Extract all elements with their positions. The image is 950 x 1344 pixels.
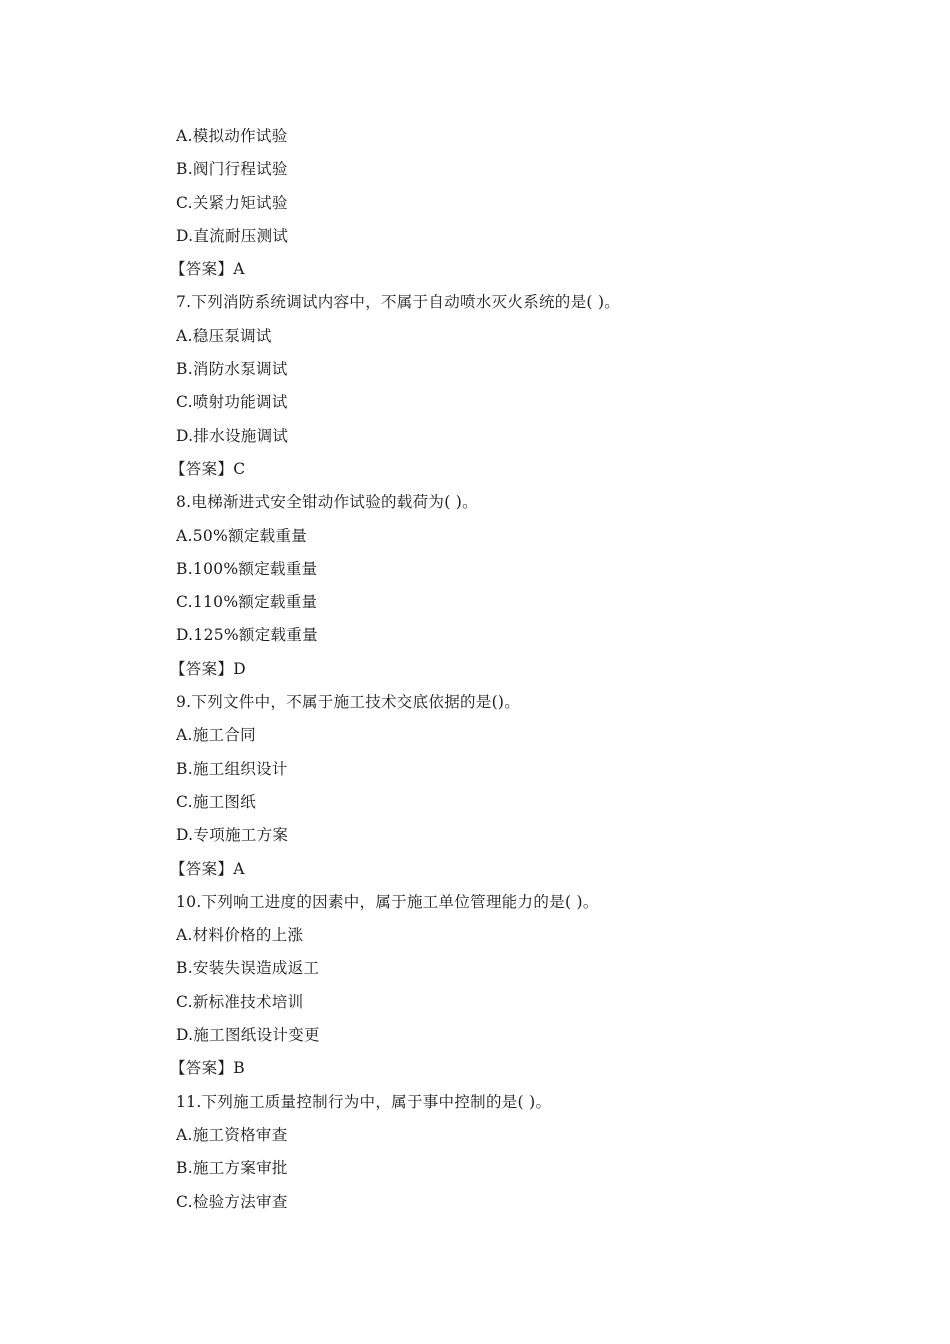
answer-line: 【答案】A bbox=[170, 260, 245, 279]
document-body bbox=[170, 125, 856, 1224]
option-line: A.施工合同 bbox=[176, 726, 256, 745]
option-line: D.125%额定载重量 bbox=[176, 626, 318, 645]
answer-line: 【答案】D bbox=[170, 659, 246, 678]
option-line: C.喷射功能调试 bbox=[176, 393, 288, 412]
option-line: B.100%额定载重量 bbox=[176, 559, 318, 578]
option-line: D.专项施工方案 bbox=[176, 826, 289, 845]
question-line: 10.下列响工进度的因素中，属于施工单位管理能力的是( )。 bbox=[176, 892, 599, 911]
option-line: D.施工图纸设计变更 bbox=[176, 1026, 320, 1045]
question-line: 11.下列施工质量控制行为中，属于事中控制的是( )。 bbox=[176, 1092, 552, 1111]
answer-line: 【答案】A bbox=[170, 859, 245, 878]
option-line: C.检验方法审查 bbox=[176, 1192, 288, 1211]
answer-line: 【答案】C bbox=[170, 459, 246, 478]
option-line: D.直流耐压测试 bbox=[176, 226, 289, 245]
option-line: A.模拟动作试验 bbox=[176, 127, 288, 145]
option-line: B.消防水泵调试 bbox=[176, 360, 288, 379]
option-line: A.稳压泵调试 bbox=[176, 326, 272, 345]
option-line: C.施工图纸 bbox=[176, 792, 257, 811]
option-line: C.新标准技术培训 bbox=[176, 992, 304, 1011]
question-line: 9.下列文件中，不属于施工技术交底依据的是()。 bbox=[176, 693, 521, 712]
option-line: A.施工资格审查 bbox=[176, 1125, 288, 1144]
option-line: C.110%额定载重量 bbox=[176, 593, 318, 612]
option-line: A.50%额定载重量 bbox=[176, 526, 308, 545]
question-line: 8.电梯渐进式安全钳动作试验的载荷为( )。 bbox=[176, 493, 478, 512]
option-line: B.阀门行程试验 bbox=[176, 160, 288, 179]
question-line: 7.下列消防系统调试内容中，不属于自动喷水灭火系统的是( )。 bbox=[176, 293, 621, 312]
option-line: C.关紧力矩试验 bbox=[176, 193, 288, 212]
option-line: B.安装失误造成返工 bbox=[176, 959, 320, 978]
answer-line: 【答案】B bbox=[170, 1059, 245, 1078]
option-line: A.材料价格的上涨 bbox=[176, 926, 304, 945]
option-line: D.排水设施调试 bbox=[176, 426, 289, 445]
option-line: B.施工组织设计 bbox=[176, 759, 288, 778]
option-line: B.施工方案审批 bbox=[176, 1159, 288, 1178]
